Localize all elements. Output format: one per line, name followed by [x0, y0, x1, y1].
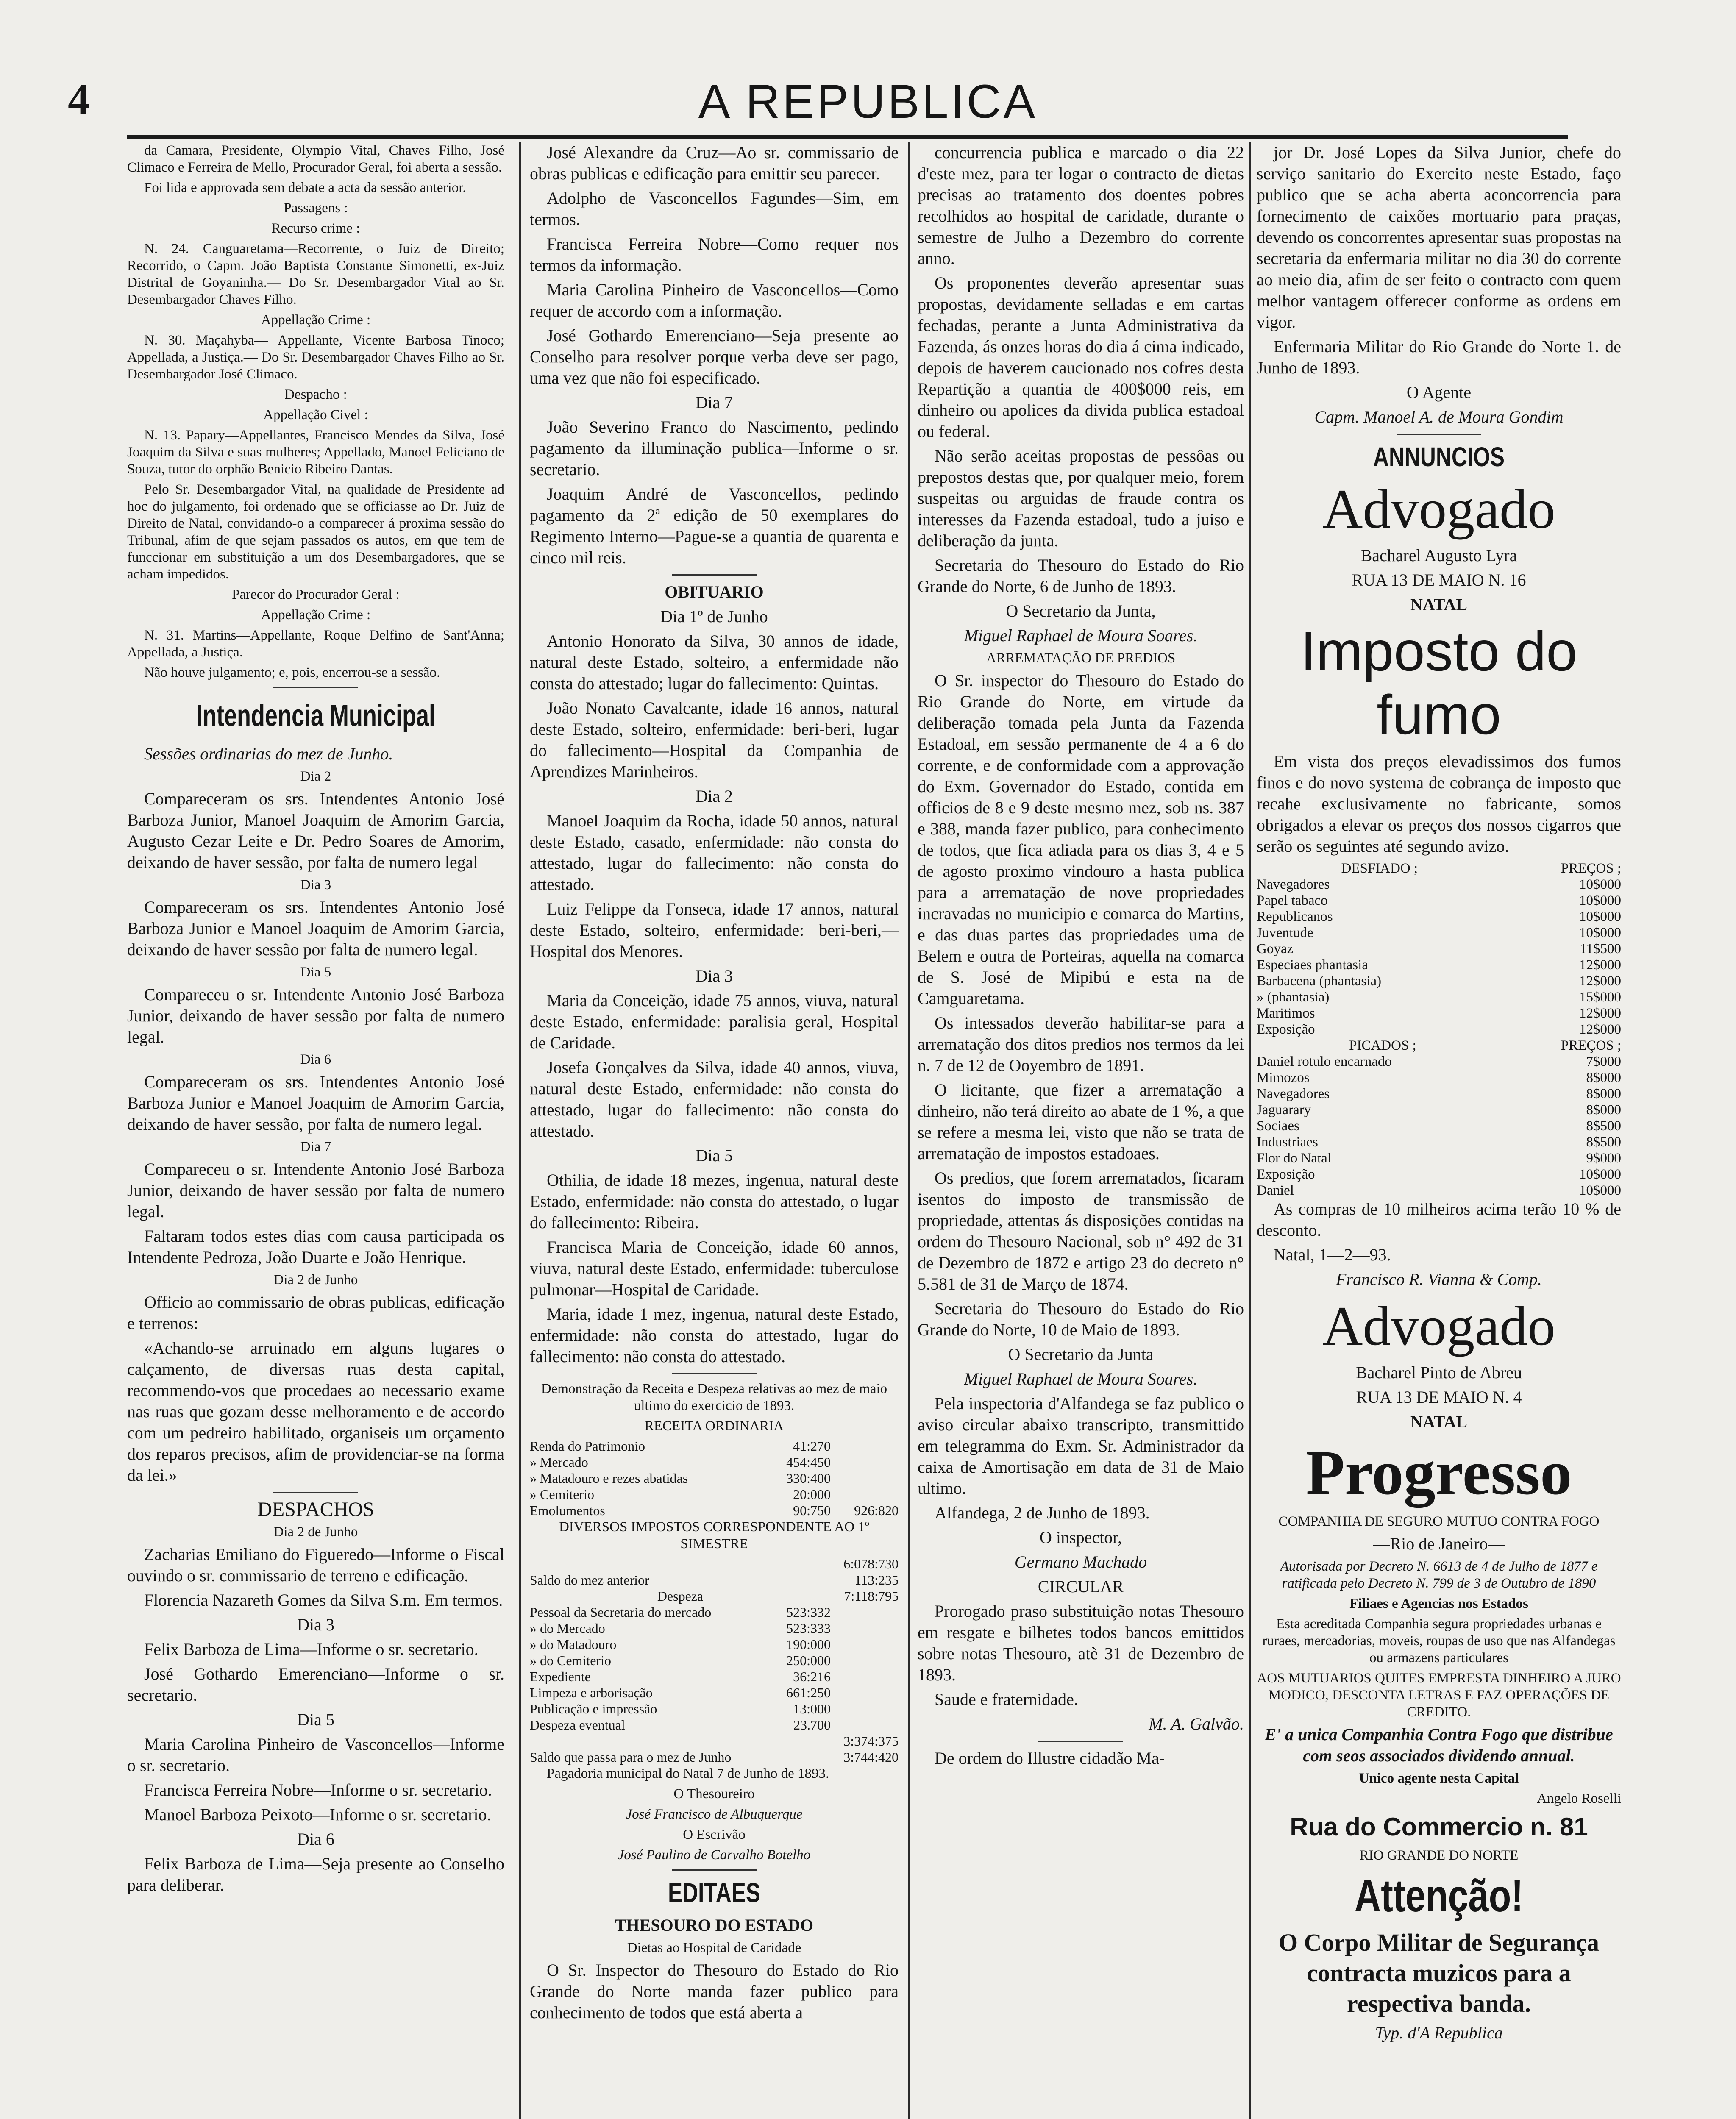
table-row: [530, 1502, 899, 1518]
despacho-entry: Maria Carolina Pinheiro de Vasconcellos—Informe o sr. secretario.: [127, 1735, 504, 1775]
day-label: Dia 2: [696, 787, 733, 806]
divider: [672, 574, 757, 576]
despeza-title: Despeza: [657, 1588, 704, 1604]
ad-insurance-text: Esta acreditada Companhia segura propriedades urbanas e ruraes, mercadorias, moveis, roupas de uso que nas Alfandegas ou armazens particulares: [1262, 1616, 1616, 1666]
ad-insurance-city: —Rio de Janeiro—: [1373, 1534, 1505, 1553]
edital-text: Alfandega, 2 de Junho de 1893.: [935, 1503, 1150, 1522]
ad-tobacco-text: Em vista dos preços elevadissimos dos fumos finos e do novo systema de cobrança de imposto que recahe exclusivamente no fabricante, somos obrigados a elevar os preços dos nossos cigarros que serão os seguintes até segundo avizo.: [1257, 752, 1621, 856]
diversos-table: [530, 1556, 899, 1604]
ad-tobacco-date: Natal, 1—2—93.: [1274, 1245, 1391, 1264]
table-row: [1257, 1086, 1621, 1102]
column-4: [1257, 142, 1621, 2119]
edital-text: O licitante, que fizer a arrematação a dinheiro, não terá direito ao abate de 1 %, a que se refere a mesma lei, visto que não se trata de arrematação de impostos estadoaes.: [918, 1080, 1244, 1163]
divider: [672, 1373, 757, 1374]
despacho-entry: José Alexandre da Cruz—Ao sr. commissario de obras publicas e edificação para emittir seu parecer.: [530, 143, 899, 183]
table-row: [530, 1717, 899, 1733]
product-price: 8$000: [1586, 1086, 1621, 1101]
session-entry: Compareceram os srs. Intendentes Antonio José Barboza Junior, Manoel Joaquim de Amorim Garcia, Augusto Cezar Leite e Dr. Pedro Soares de Amorim, deixando de haver sessão, por falta de numero legal: [127, 789, 504, 872]
precos-header: PREÇOS ;: [1561, 861, 1621, 876]
diversos-total: 6:078:730: [843, 1556, 899, 1571]
officio: Officio ao commissario de obras publicas, edificação e terrenos:: [127, 1293, 504, 1333]
divider: [1038, 1741, 1123, 1742]
edital-text: De ordem do Illustre cidadão Ma-: [935, 1749, 1165, 1768]
day-label: Dia 5: [297, 1710, 334, 1729]
section-label: Recurso crime :: [271, 221, 360, 236]
product-name: Navegadores: [1257, 877, 1330, 892]
printer-imprint: Typ. d'A Republica: [1375, 2023, 1503, 2042]
receita-total-cell: [831, 1454, 899, 1470]
finance-place-date: Pagadoria municipal do Natal 7 de Junho de 1893.: [547, 1766, 829, 1781]
product-name: Jaguarary: [1257, 1102, 1311, 1118]
court-minutes: Foi lida e approvada sem debate a acta da sessão anterior.: [144, 180, 466, 195]
session-close: Não houve julgamento; e, pois, encerrou-se a sessão.: [144, 665, 440, 680]
day-label: Dia 2: [300, 769, 331, 784]
table-row: [1257, 1005, 1621, 1021]
saldo-value: 3:744:420: [843, 1749, 899, 1765]
edital-text: Prorogado praso substituição notas Thesouro em resgate e bilhetes todos bancos emittidos sobre notas Thesouro, atè 31 de Dezembro de 1893.: [918, 1602, 1244, 1684]
edital-text: O Sr. Inspector do Thesouro do Estado do Rio Grande do Norte manda fazer publico para conhecimento de todos que está aberta a: [530, 1960, 899, 2022]
despacho-entry: João Severino Franco do Nascimento, pedindo pagamento da illuminação publica—Informe o sr. secretario.: [530, 417, 899, 479]
edital-text: Os predios, que forem arrematados, ficaram isentos do imposto de transmissão de propriedade, attentas ás disposições contidas na ordem do Thesouro Nacional, sob n° 492 de 31 de Dezembro de 1872 e artigo 23 do decreto n° 5.581 de 31 de Março de 1874.: [918, 1168, 1244, 1293]
receita-label: » Cemiterio: [530, 1487, 594, 1502]
saldo-anterior-label: Saldo do mez anterior: [530, 1572, 649, 1588]
table-row: [530, 1669, 899, 1685]
table-row: [1257, 1118, 1621, 1134]
table-row: [530, 1604, 899, 1620]
table-row: [530, 1438, 899, 1454]
ad-lawyer-city: NATAL: [1410, 595, 1468, 614]
signature-name: M. A. Galvão.: [1149, 1714, 1244, 1733]
ad-lawyer-address: RUA 13 DE MAIO N. 16: [1352, 570, 1526, 590]
receita-value: 330:400: [786, 1471, 831, 1486]
product-price: 10$000: [1579, 1167, 1621, 1182]
section-label: Despacho :: [284, 387, 347, 402]
product-name: Barbacena (phantasia): [1257, 973, 1382, 989]
table-row: [1257, 925, 1621, 941]
case-entry: N. 13. Papary—Appellantes, Francisco Mendes da Silva, José Joaquim da Silva e suas mulheres; Appellado, Manoel Feliciano de Souza, tutor do orphão Benicio Ribeiro Dantas.: [127, 428, 504, 477]
table-row: [1257, 1166, 1621, 1182]
ad-insurance-decree: Autorisada por Decreto N. 6613 de 4 de Julho de 1877 e ratificada pelo Decreto N. 799 de 3 de Outubro de 1890: [1280, 1559, 1598, 1591]
section-label: Appellação Civel :: [263, 407, 368, 423]
ad-lawyer-address: RUA 13 DE MAIO N. 4: [1356, 1388, 1522, 1407]
obituary-entry: Manoel Joaquim da Rocha, idade 50 annos, natural deste Estado, casado, enfermidade: não consta do attestado, lugar do fallecimento: não consta do attestado.: [530, 811, 899, 894]
product-name: Exposição: [1257, 1022, 1315, 1037]
obituary-entry: Francisca Maria de Conceição, idade 60 annos, viuva, natural deste Estado, enfermidade: tuberculose pulmonar—Hospital de Caridade.: [530, 1237, 899, 1299]
day-label: Dia 3: [696, 966, 733, 985]
despeza-value: 250:000: [786, 1653, 831, 1668]
product-price: 10$000: [1579, 1183, 1621, 1198]
ad-lawyer-title: Advogado: [1322, 1295, 1555, 1357]
receita-table: [530, 1438, 899, 1518]
despeza-value: 661:250: [786, 1685, 831, 1700]
obituary-entry: Othilia, de idade 18 mezes, ingenua, natural deste Estado, enfermidade: não consta do attestado, o lugar do fallecimento: Ribeira.: [530, 1171, 899, 1232]
despacho-entry: Maria Carolina Pinheiro de Vasconcellos—Como requer de accordo com a informação.: [530, 280, 899, 320]
table-row: [1257, 893, 1621, 909]
session-entry: Compareceu o sr. Intendente Antonio José Barboza Junior, deixando de haver sessão por falta de numero legal.: [127, 1160, 504, 1221]
notice-text: Enfermaria Militar do Rio Grande do Norte 1. de Junho de 1893.: [1257, 337, 1621, 377]
divider: [672, 1869, 757, 1871]
session-entry: Compareceu o sr. Intendente Antonio José Barboza Junior, deixando de haver sessão por falta de numero legal.: [127, 985, 504, 1046]
product-price: 10$000: [1579, 877, 1621, 892]
divider: [1397, 434, 1481, 435]
product-price: 12$000: [1579, 1022, 1621, 1037]
despeza-label: Expediente: [530, 1669, 591, 1684]
table-row: [1257, 1021, 1621, 1037]
signature-role: O Thesoureiro: [673, 1786, 755, 1802]
price-table-desfiado: [1257, 860, 1621, 1037]
receita-total-cell: [831, 1438, 899, 1454]
picados-header: PICADOS ;: [1349, 1038, 1416, 1053]
receita-label: » Mercado: [530, 1454, 588, 1470]
subheading: ARREMATAÇÃO DE PREDIOS: [986, 651, 1176, 666]
receita-value: 90:750: [793, 1503, 831, 1518]
edital-text: Pela inspectoria d'Alfandega se faz publico o aviso circular abaixo transcripto, transmittido em telegramma do Exm. Sr. Administrador da caixa de Amortisação em data de 31 de Maio ultimo.: [918, 1394, 1244, 1498]
product-price: 12$000: [1579, 1006, 1621, 1021]
ad-tobacco-signature: Francisco R. Vianna & Comp.: [1336, 1270, 1542, 1289]
table-row: [1257, 1182, 1621, 1199]
ad-tobacco-discount: As compras de 10 milheiros acima terão 10 % de desconto.: [1257, 1199, 1621, 1240]
despeza-label: » do Mercado: [530, 1621, 605, 1636]
ad-lawyer-name: Bacharel Pinto de Abreu: [1355, 1363, 1522, 1382]
signature-role: O Secretario da Junta: [1008, 1345, 1154, 1364]
despeza-label: Limpeza e arborisação: [530, 1685, 653, 1700]
despeza-label: Pessoal da Secretaria do mercado: [530, 1605, 712, 1620]
notice-text: jor Dr. José Lopes da Silva Junior, chefe do serviço sanitario do Exercito neste Estado, faço publico que se acha aberta aconcorrencia para fornecimento de caixões mortuario para praças, devendo os concorrentes apresentar suas propostas na secretaria da enfermaria militar no dia 30 do corrente ao meio dia, afim de ser feito o contracto com quem melhor vantagem offerecer conforme as ordens em vigor.: [1257, 143, 1621, 331]
officio-quote: «Achando-se arruinado em alguns lugares o calçamento, de diversas ruas desta capital, recommendo-vos que procedaes ao necessario exame nas ruas que gozam desse melhoramento e de accordo com um pedreiro habilitado, organiseis um orçamento dos reparos precisos, afim de providenciar-se na forma da lei.»: [127, 1338, 504, 1485]
table-row: [1257, 1102, 1621, 1118]
column-2: [530, 142, 899, 2119]
table-row: [1257, 957, 1621, 973]
day-label: Dia 5: [696, 1146, 733, 1165]
despacho-entry: Felix Barboza de Lima—Informe o sr. secretario.: [144, 1640, 479, 1659]
case-entry: N. 31. Martins—Appellante, Roque Delfino de Sant'Anna; Appellada, a Justiça.: [127, 628, 504, 660]
table-row: [1257, 989, 1621, 1005]
despeza-value: 523:332: [786, 1605, 831, 1620]
column-3: [918, 142, 1244, 2119]
ad-insurance-agent-label: Unico agente nesta Capital: [1359, 1771, 1519, 1786]
edital-text: Saude e fraternidade.: [935, 1690, 1078, 1709]
obituary-entry: Maria, idade 1 mez, ingenua, natural deste Estado, enfermidade: não consta do attestado, lugar do fallecimento: não consta do attestado.: [530, 1304, 899, 1366]
despacho-entry: Adolpho de Vasconcellos Fagundes—Sim, em termos.: [530, 189, 899, 229]
edital-text: O Sr. inspector do Thesouro do Estado do Rio Grande do Norte, em virtude da deliberação tomada pela Junta da Fazenda Estadoal, em sessão permanente de 4 a 6 do corrente, e de conformidade com a approvação do Exm. Governador do Estado, contida em officios de 8 e 9 deste mesmo mez, sob ns. 387 e 388, manda fazer publico, para conhecimento de todos, que fica adiada para os dias 3, 4 e 5 de agosto proximo vindouro a hasta publica para a arrematação de nove propriedades incravadas no municipio e comarca do Martins, e das duas partes das propriedades uma de Belem e outra de Porteiras, aquella na comarca de S. José de Mipibú e esta na de Camguaretama.: [918, 671, 1244, 1008]
table-row: [1257, 1070, 1621, 1086]
product-name: Flor do Natal: [1257, 1151, 1331, 1166]
table-row: [1257, 1054, 1621, 1070]
table-row: [530, 1486, 899, 1502]
divider: [273, 687, 358, 688]
product-name: Papel tabaco: [1257, 893, 1328, 908]
table-row: [1257, 876, 1621, 893]
finance-subtitle: RECEITA ORDINARIA: [644, 1418, 784, 1434]
signature-name: José Paulino de Carvalho Botelho: [618, 1847, 811, 1863]
signature-role: O Escrivão: [683, 1827, 746, 1842]
case-note: Pelo Sr. Desembargador Vital, na qualidade de Presidente ad hoc do julgamento, foi ordenado que se officiasse ao Dr. Juiz de Direito de Natal, convidando-o a comparecer á proxima sessão do Tribunal, afim de que sejam passados os autos, em que tem de funccionar em substituição a um dos Desembargadores, que se acham impedidos.: [127, 482, 504, 582]
product-name: Exposição: [1257, 1167, 1315, 1182]
table-row: [530, 1620, 899, 1636]
ad-insurance-text: AOS MUTUARIOS QUITES EMPRESTA DINHEIRO A JURO MODICO, DESCONTA LETRAS E FAZ OPERAÇÕES DE CREDITO.: [1257, 1671, 1621, 1720]
divider: [273, 1492, 358, 1493]
signature-role: O Secretario da Junta,: [1006, 601, 1156, 620]
section-heading: ANNUNCIOS: [1373, 442, 1505, 472]
column-divider: [1249, 142, 1251, 2119]
product-price: 8$500: [1586, 1135, 1621, 1150]
day-label: Dia 5: [300, 965, 331, 980]
despacho-entry: Zacharias Emiliano do Figueredo—Informe o Fiscal ouvindo o sr. commissario de terreno e edificação.: [127, 1545, 504, 1585]
subheading: CIRCULAR: [1038, 1577, 1124, 1596]
day-label: Dia 2 de Junho: [273, 1524, 358, 1540]
case-entry: N. 30. Maçahyba— Appellante, Vicente Barbosa Tinoco; Appellada, a Justiça.— Do Sr. Desembargador Chaves Filho ao Sr. Desembargador José Climaco.: [127, 333, 504, 382]
price-table-picados: [1257, 1037, 1621, 1199]
column-divider: [908, 142, 910, 2119]
despacho-entry: Joaquim André de Vasconcellos, pedindo pagamento da 2ª edição de 50 exemplares do Regimento Interno—Pague-se a quantia de quarenta e cinco mil reis.: [530, 484, 899, 567]
despeza-value: 13:000: [793, 1701, 831, 1716]
receita-label: Emolumentos: [530, 1503, 605, 1518]
column-divider: [519, 142, 521, 2119]
edital-text: Os intessados deverão habilitar-se para a arrematação dos ditos predios nos termos da lei n. 7 de 12 de Ooyembro de 1891.: [918, 1013, 1244, 1075]
day-label: Dia 7: [696, 393, 733, 412]
section-label: Passagens :: [284, 200, 348, 216]
product-name: Republicanos: [1257, 909, 1333, 924]
despacho-entry: Felix Barboza de Lima—Seja presente ao Conselho para deliberar.: [127, 1854, 504, 1894]
despacho-entry: Florencia Nazareth Gomes da Silva S.m. Em termos.: [144, 1591, 503, 1610]
ad-insurance-state: RIO GRANDE DO NORTE: [1359, 1848, 1519, 1863]
despeza-table: [530, 1604, 899, 1765]
product-price: 10$000: [1579, 925, 1621, 940]
day-label: Dia 7: [300, 1139, 331, 1154]
session-entry: Compareceram os srs. Intendentes Antonio José Barboza Junior e Manoel Joaquim de Amorim Garcia, deixando de haver sessão por falta de numero legal.: [127, 898, 504, 959]
product-price: 9$000: [1586, 1151, 1621, 1166]
finance-title: Demonstração da Receita e Despeza relativas ao mez de maio ultimo do exercicio de 1893.: [541, 1381, 887, 1413]
product-name: Goyaz: [1257, 941, 1294, 957]
table-row: [530, 1652, 899, 1669]
product-price: 11$500: [1580, 941, 1621, 957]
signature-name: Miguel Raphael de Moura Soares.: [964, 1369, 1198, 1388]
table-row: [1257, 973, 1621, 989]
signature-name: Germano Machado: [1014, 1552, 1147, 1571]
ad-insurance-title: Progresso: [1306, 1438, 1572, 1508]
table-row: [1257, 1134, 1621, 1150]
product-price: 7$000: [1586, 1054, 1621, 1069]
product-name: Maritimos: [1257, 1006, 1315, 1021]
day-label: Dia 6: [297, 1830, 334, 1849]
signature-name: Capm. Manoel A. de Moura Gondim: [1314, 407, 1564, 426]
table-row: [1257, 941, 1621, 957]
table-row: [530, 1685, 899, 1701]
product-name: » (phantasia): [1257, 990, 1330, 1005]
edital-text: Secretaria do Thesouro do Estado do Rio Grande do Norte, 6 de Junho de 1893.: [918, 556, 1244, 596]
edital-text: Os proponentes deverão apresentar suas propostas, devidamente selladas e em cartas fechadas, perante a Junta Administrativa da Fazenda, ás onzes horas do dia á cima indicado, depois de haverem caucionado nos cofres desta Repartição a quantia de 400$000 reis, em dinheiro ou apolices da divida publica estadoal ou federal.: [918, 273, 1244, 441]
obituary-entry: Luiz Felippe da Fonseca, idade 17 annos, natural deste Estado, solteiro, enfermidade: beri-beri,—Hospital dos Menores.: [530, 899, 899, 961]
product-price: 8$000: [1586, 1070, 1621, 1085]
saldo-label: Saldo que passa para o mez de Junho: [530, 1749, 732, 1765]
receita-total: 7:118:795: [844, 1588, 899, 1604]
product-price: 15$000: [1579, 990, 1621, 1005]
despacho-entry: Francisca Ferreira Nobre—Informe o sr. secretario.: [144, 1780, 492, 1799]
table-row: [1257, 909, 1621, 925]
receita-total-cell: [831, 1470, 899, 1486]
receita-total-cell: 926:820: [854, 1503, 899, 1518]
despacho-entry: José Gothardo Emerenciano—Seja presente ao Conselho para resolver porque verba deve ser pago, uma vez que não foi especificado.: [530, 326, 899, 387]
receita-value: 20:000: [793, 1487, 831, 1502]
signature-name: José Francisco de Albuquerque: [626, 1807, 803, 1822]
header-rule: [127, 135, 1568, 139]
day-label: Dia 2 de Junho: [273, 1272, 358, 1288]
table-row: [530, 1470, 899, 1486]
despeza-value: 190:000: [786, 1637, 831, 1652]
obituary-entry: Josefa Gonçalves da Silva, idade 40 annos, viuva, natural deste Estado, enfermidade: não consta do attestado, lugar do fallecimento: não consta do attestado.: [530, 1058, 899, 1140]
despeza-label: » do Matadouro: [530, 1637, 617, 1652]
section-label: Parecor do Procurador Geral :: [232, 587, 400, 602]
table-row: [530, 1636, 899, 1652]
product-name: Sociaes: [1257, 1118, 1299, 1134]
product-name: Daniel: [1257, 1183, 1294, 1198]
despacho-entry: José Gothardo Emerenciano—Informe o sr. secretario.: [127, 1664, 504, 1705]
ad-insurance-address: Rua do Commercio n. 81: [1290, 1813, 1588, 1841]
product-price: 8$500: [1586, 1118, 1621, 1134]
despeza-label: » do Cemiterio: [530, 1653, 611, 1668]
despeza-value: 36:216: [793, 1669, 831, 1684]
court-intro: da Camara, Presidente, Olympio Vital, Chaves Filho, José Climaco e Ferreira de Mello, Procurador Geral, foi aberta a sessão.: [127, 143, 504, 175]
column-1: [127, 142, 504, 2119]
despacho-entry: Manoel Barboza Peixoto—Informe o sr. secretario.: [144, 1805, 491, 1824]
ad-insurance-subtitle: COMPANHIA DE SEGURO MUTUO CONTRA FOGO: [1278, 1514, 1600, 1529]
table-row: [530, 1701, 899, 1717]
edital-text: Secretaria do Thesouro do Estado do Rio Grande do Norte, 10 de Maio de 1893.: [918, 1299, 1244, 1339]
day-label: Dia 1º de Junho: [660, 607, 768, 626]
receita-value: 454:450: [786, 1454, 831, 1470]
section-heading: Intendencia Municipal: [196, 699, 436, 733]
subheading: THESOURO DO ESTADO: [615, 1916, 814, 1935]
despeza-label: Despeza eventual: [530, 1717, 625, 1732]
section-label: Appellação Crime :: [261, 312, 371, 328]
receita-label: » Matadouro e rezes abatidas: [530, 1471, 688, 1486]
newspaper-title: A REPUBLICA: [698, 75, 1038, 128]
product-price: 8$000: [1586, 1102, 1621, 1118]
case-entry: N. 24. Canguaretama—Recorrente, o Juiz de Direito; Recorrido, o Capm. João Baptista Constante Simonetti, ex-Juiz Distrital de Goyaninha.— Do Sr. Desembargador Vital ao Sr. Desembargador Chaves Filho.: [127, 241, 504, 307]
day-label: Dia 3: [297, 1615, 334, 1634]
product-name: Especiaes phantasia: [1257, 957, 1368, 973]
product-price: 10$000: [1579, 893, 1621, 908]
ad-tobacco-title: Imposto do fumo: [1300, 620, 1577, 746]
ad-insurance-agent-name: Angelo Roselli: [1537, 1791, 1621, 1806]
session-entry: Compareceram os srs. Intendentes Antonio José Barboza Junior e Manoel Joaquim de Amorim Garcia, deixando de haver sessão, por falta de numero legal.: [127, 1072, 504, 1134]
subheading: Sessões ordinarias do mez de Junho.: [144, 744, 393, 763]
ad-insurance-filiaes: Filiaes e Agencias nos Estados: [1349, 1596, 1528, 1611]
ad-attention-title: Attenção!: [1354, 1870, 1524, 1921]
edital-text: concurrencia publica e marcado o dia 22 d'este mez, para ter logar o contracto de dietas precisas ao tratamento dos doentes pobres recolhidos ao hospital de caridade, durante o semestre de Julho a Dezembro do corrente anno.: [918, 143, 1244, 268]
receita-value: 41:270: [793, 1438, 831, 1454]
receita-label: Renda do Patrimonio: [530, 1438, 645, 1454]
despeza-value: 523:333: [786, 1621, 831, 1636]
session-note: Faltaram todos estes dias com causa participada os Intendente Pedroza, João Duarte e João Henrique.: [127, 1226, 504, 1267]
obituary-entry: Maria da Conceição, idade 75 annos, viuva, natural deste Estado, enfermidade: paralisia geral, Hospital de Caridade.: [530, 991, 899, 1052]
finance-subtitle: DIVERSOS IMPOSTOS CORRESPONDENTE AO 1º SIMESTRE: [559, 1519, 870, 1552]
ad-lawyer-name: Bacharel Augusto Lyra: [1360, 546, 1517, 565]
despeza-value: 23.700: [793, 1717, 831, 1732]
desfiado-header: DESFIADO ;: [1341, 861, 1418, 876]
signature-name: Miguel Raphael de Moura Soares.: [964, 626, 1198, 645]
ad-lawyer-city: NATAL: [1410, 1412, 1468, 1431]
receita-total-cell: [831, 1486, 899, 1502]
ad-insurance-slogan: E' a unica Companhia Contra Fogo que distribue com seos associados dividendo annual.: [1265, 1725, 1613, 1765]
product-price: 12$000: [1579, 973, 1621, 989]
table-row: [530, 1454, 899, 1470]
product-name: Industriaes: [1257, 1135, 1318, 1150]
product-name: Juventude: [1257, 925, 1313, 940]
product-price: 10$000: [1579, 909, 1621, 924]
signature-role: O inspector,: [1040, 1528, 1122, 1547]
table-row: [1257, 1150, 1621, 1166]
despeza-total: 3:374:375: [843, 1733, 899, 1749]
product-name: Navegadores: [1257, 1086, 1330, 1101]
despacho-entry: Francisca Ferreira Nobre—Como requer nos termos da informação.: [530, 234, 899, 275]
day-label: Dia 3: [300, 877, 331, 893]
despeza-label: Publicação e impressão: [530, 1701, 657, 1716]
section-label: Appellação Crime :: [261, 607, 371, 623]
obituary-entry: Antonio Honorato da Silva, 30 annos de idade, natural deste Estado, solteiro, a enfermidade não consta do attestado; lugar do fallecimento: Quintas.: [530, 631, 899, 693]
page-number: 4: [68, 75, 90, 124]
product-name: Mimozos: [1257, 1070, 1310, 1085]
subheading: Dietas ao Hospital de Caridade: [627, 1940, 801, 1955]
saldo-anterior: 113:235: [854, 1572, 899, 1588]
obituary-entry: João Nonato Cavalcante, idade 16 annos, natural deste Estado, solteiro, enfermidade: beri-beri, lugar do fallecimento—Hospital da Companhia de Aprendizes Marinheiros.: [530, 698, 899, 781]
product-name: Daniel rotulo encarnado: [1257, 1054, 1392, 1069]
day-label: Dia 6: [300, 1052, 331, 1067]
product-price: 12$000: [1579, 957, 1621, 973]
ad-attention-text: O Corpo Militar de Segurança contracta muzicos para a respectiva banda.: [1278, 1929, 1600, 2017]
ad-lawyer-title: Advogado: [1322, 478, 1555, 540]
edital-text: Não serão aceitas propostas de pessôas ou prepostos destas que, por qualquer meio, forem suspeitas ou arguidas de fraude contra os interesses da Fazenda estadoal, tudo a juiso e deliberação da junta.: [918, 446, 1244, 550]
section-heading: EDITAES: [668, 1877, 761, 1908]
section-heading: DESPACHOS: [257, 1498, 374, 1521]
section-heading: OBITUARIO: [665, 582, 764, 601]
signature-role: O Agente: [1406, 383, 1472, 402]
precos-header: PREÇOS ;: [1561, 1038, 1621, 1053]
